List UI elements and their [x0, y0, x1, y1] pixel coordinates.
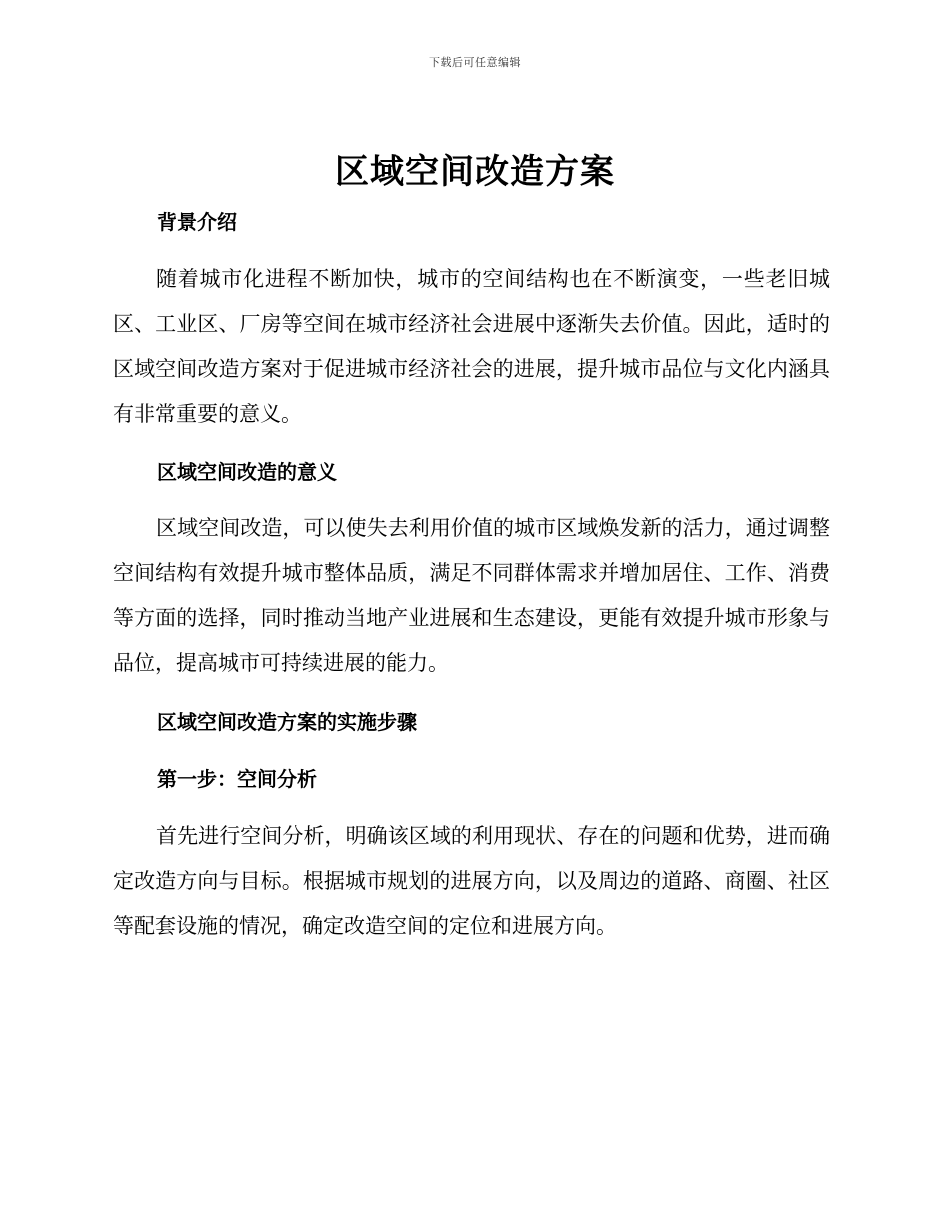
header-note: 下载后可任意编辑 — [429, 56, 521, 69]
paragraph-step-one: 首先进行空间分析，明确该区域的利用现状、存在的问题和优势，进而确定改造方向与目标。根据城市规划的进展方向，以及周边的道路、商圈、社区等配套设施的情况，确定改造空间的定位和进展方向。 — [113, 824, 830, 938]
paragraph-background: 随着城市化进程不断加快，城市的空间结构也在不断演变，一些老旧城区、工业区、厂房等空间在城市经济社会进展中逐渐失去价值。因此，适时的区域空间改造方案对于促进城市经济社会的进展，提升城市品位与文化内涵具有非常重要的意义。 — [113, 267, 830, 426]
section-heading-implementation-steps: 区域空间改造方案的实施步骤 — [157, 710, 417, 734]
paragraph-significance: 区域空间改造，可以使失去利用价值的城市区域焕发新的活力，通过调整空间结构有效提升城市整体品质，满足不同群体需求并增加居住、工作、消费等方面的选择，同时推动当地产业进展和生态建设，更能有效提升城市形象与品位，提高城市可持续进展的能力。 — [113, 516, 830, 675]
section-heading-step-one: 第一步：空间分析 — [157, 767, 317, 791]
section-heading-significance: 区域空间改造的意义 — [157, 460, 337, 484]
document-title: 区域空间改造方案 — [335, 152, 615, 192]
section-heading-background: 背景介绍 — [157, 210, 237, 234]
